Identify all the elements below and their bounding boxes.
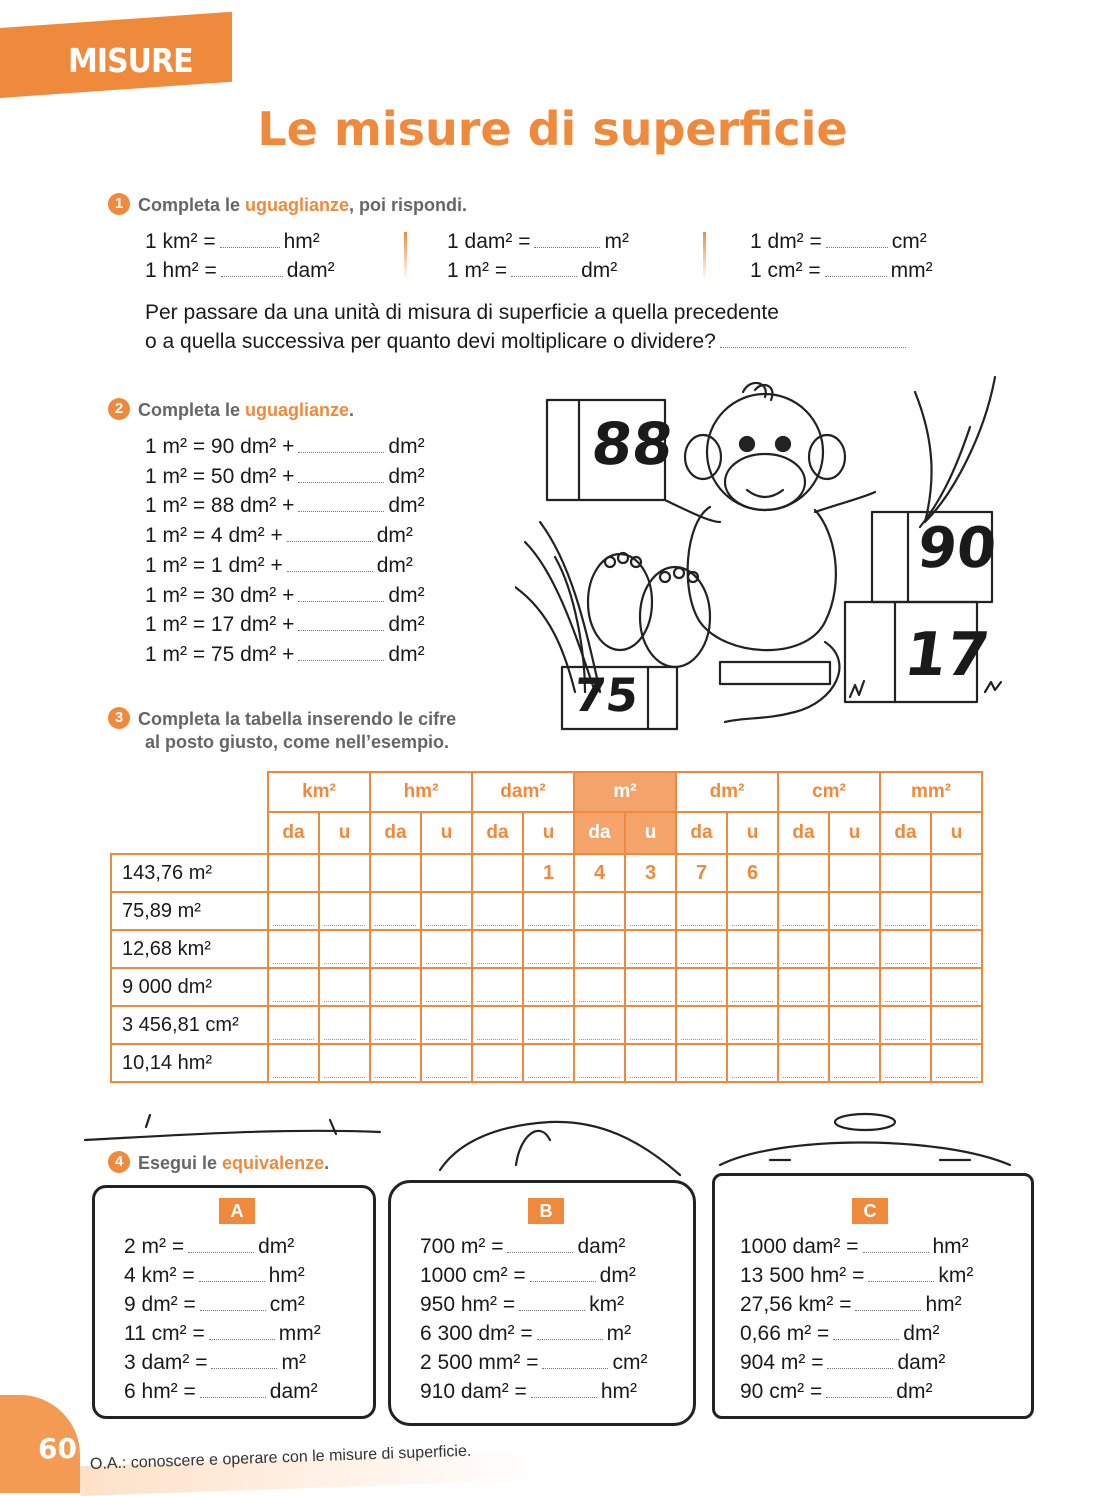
list-item: 6 300 dm² = m² [420, 1322, 632, 1345]
table-cell: 1 [523, 854, 574, 892]
answer-cell[interactable] [880, 892, 931, 930]
unit-m2: m² [574, 772, 676, 812]
list-item: 1 m² = 75 dm² + dm² [145, 642, 425, 666]
answer-blank[interactable] [188, 1234, 254, 1253]
answer-cell[interactable] [268, 968, 319, 1006]
answer-cell[interactable] [370, 892, 421, 930]
answer-blank[interactable] [720, 329, 906, 348]
panel-badge: B [528, 1198, 564, 1224]
answer-cell[interactable] [625, 930, 676, 968]
answer-cell[interactable] [778, 968, 829, 1006]
table-row [111, 968, 982, 1006]
answer-cell[interactable] [778, 892, 829, 930]
answer-cell[interactable] [268, 1006, 319, 1044]
answer-cell[interactable] [676, 968, 727, 1006]
answer-blank[interactable] [511, 258, 577, 277]
answer-cell[interactable] [829, 968, 880, 1006]
answer-cell[interactable] [778, 1006, 829, 1044]
answer-cell[interactable] [880, 968, 931, 1006]
answer-cell[interactable] [625, 1044, 676, 1082]
block-75-number: 75 [571, 668, 641, 722]
answer-cell[interactable] [370, 968, 421, 1006]
sub-da: da [778, 812, 829, 854]
answer-cell[interactable] [829, 1044, 880, 1082]
sub-u: u [931, 812, 982, 854]
answer-cell[interactable] [421, 1044, 472, 1082]
ex1-question: Per passare da una unità di misura di superficie a quella precedente o a quella successiva per quanto devi moltiplicare o dividere? [145, 298, 910, 356]
answer-cell[interactable] [523, 1044, 574, 1082]
list-item: 13 500 hm² = km² [740, 1264, 974, 1287]
table-cell: 4 [574, 854, 625, 892]
table-cell [319, 854, 370, 892]
list-item: 1 m² = 90 dm² + dm² [145, 435, 425, 458]
exercise-number: 2 [108, 398, 130, 420]
sub-u: u [523, 812, 574, 854]
list-item: 1 m² = 4 dm² + dm² [145, 524, 413, 548]
panel-badge: A [219, 1198, 255, 1224]
answer-blank[interactable] [211, 1350, 277, 1369]
table-row [111, 854, 982, 892]
panel-c-list [740, 1232, 973, 1406]
answer-blank[interactable] [200, 1379, 266, 1398]
table-row [111, 892, 982, 930]
answer-cell[interactable] [574, 1044, 625, 1082]
answer-cell[interactable] [370, 930, 421, 968]
row-label: 75,89 m² [111, 892, 268, 930]
ex1-column-3: 1 dm² = cm² 1 cm² = mm² [750, 230, 933, 282]
answer-cell[interactable] [421, 930, 472, 968]
answer-cell[interactable] [676, 1044, 727, 1082]
table-cell [472, 854, 523, 892]
unit-cm2: cm² [778, 772, 880, 812]
answer-cell[interactable] [574, 1006, 625, 1044]
answer-cell[interactable] [727, 1006, 778, 1044]
list-item: 6 hm² = dam² [124, 1380, 318, 1403]
unit-dm2: dm² [676, 772, 778, 812]
answer-blank[interactable] [507, 1234, 573, 1253]
answer-cell[interactable] [574, 968, 625, 1006]
answer-blank[interactable] [863, 1234, 929, 1253]
answer-cell[interactable] [523, 930, 574, 968]
answer-cell[interactable] [625, 968, 676, 1006]
sub-da: da [370, 812, 421, 854]
answer-cell[interactable] [727, 892, 778, 930]
answer-cell[interactable] [319, 968, 370, 1006]
ex1-column-1: 1 km² = hm² 1 hm² = dam² [145, 230, 335, 282]
answer-cell[interactable] [370, 1044, 421, 1082]
answer-blank[interactable] [298, 642, 384, 661]
unit-hm2: hm² [370, 772, 472, 812]
answer-cell[interactable] [880, 1006, 931, 1044]
table-cell [370, 854, 421, 892]
answer-cell[interactable] [472, 892, 523, 930]
block-88-number: 88 [588, 410, 677, 478]
answer-cell[interactable] [268, 892, 319, 930]
answer-cell[interactable] [370, 1006, 421, 1044]
exercise-1-instructions: 1 Completa le uguaglianze, poi rispondi. [108, 195, 467, 217]
ex1-column-2: 1 dam² = m² 1 m² = dm² [447, 230, 629, 282]
list-item: 1000 dam² = hm² [740, 1235, 969, 1258]
list-item: 3 dam² = m² [124, 1351, 306, 1374]
list-item: 2 m² = dm² [124, 1235, 295, 1258]
answer-cell[interactable] [421, 1006, 472, 1044]
table-row [111, 1044, 982, 1082]
answer-cell[interactable] [268, 930, 319, 968]
exercise-number: 4 [108, 1151, 130, 1173]
divider [703, 232, 706, 280]
table-row [111, 1006, 982, 1044]
answer-blank[interactable] [537, 1321, 603, 1340]
answer-cell[interactable] [523, 968, 574, 1006]
answer-blank[interactable] [287, 553, 373, 572]
answer-blank[interactable] [298, 464, 384, 483]
table-cell: 7 [676, 854, 727, 892]
answer-blank[interactable] [825, 258, 887, 277]
answer-blank[interactable] [200, 1292, 266, 1311]
page-number: 60 [38, 1432, 77, 1465]
answer-blank[interactable] [519, 1292, 585, 1311]
answer-blank[interactable] [868, 1263, 934, 1282]
ex2-list [145, 432, 425, 670]
answer-cell[interactable] [931, 930, 982, 968]
list-item: 1 m² = 50 dm² + dm² [145, 464, 425, 488]
table-cell [880, 854, 931, 892]
answer-cell[interactable] [829, 1006, 880, 1044]
list-item: 0,66 m² = dm² [740, 1322, 940, 1345]
answer-cell[interactable] [574, 892, 625, 930]
list-item: 27,56 km² = hm² [740, 1293, 962, 1316]
answer-cell[interactable] [829, 892, 880, 930]
answer-blank[interactable] [827, 1350, 893, 1369]
blank-header [111, 812, 268, 854]
answer-cell[interactable] [472, 1006, 523, 1044]
answer-cell[interactable] [676, 1006, 727, 1044]
panel-badge: C [852, 1198, 888, 1224]
sub-u: u [829, 812, 880, 854]
place-value-table [110, 771, 983, 1083]
answer-cell[interactable] [421, 968, 472, 1006]
panel-b-list [420, 1232, 647, 1406]
exercise-3-instructions: 3 Completa la tabella inserendo le cifre al posto giusto, come nell’esempio. [108, 708, 456, 754]
answer-blank[interactable] [221, 258, 283, 277]
list-item: 2 500 mm² = cm² [420, 1351, 648, 1374]
block-90-number: 90 [914, 516, 1000, 581]
answer-cell[interactable] [472, 930, 523, 968]
answer-cell[interactable] [574, 930, 625, 968]
table-cell [421, 854, 472, 892]
answer-cell[interactable] [931, 1006, 982, 1044]
page-title: Le misure di superficie [257, 102, 848, 156]
answer-blank[interactable] [220, 229, 280, 248]
unit-mm2: mm² [880, 772, 982, 812]
answer-cell[interactable] [676, 892, 727, 930]
answer-cell[interactable] [319, 892, 370, 930]
sub-da: da [676, 812, 727, 854]
list-item: 700 m² = dam² [420, 1235, 626, 1258]
table-cell [931, 854, 982, 892]
table-cell: 3 [625, 854, 676, 892]
answer-blank[interactable] [531, 1379, 597, 1398]
answer-blank[interactable] [298, 583, 384, 602]
answer-cell[interactable] [319, 1006, 370, 1044]
list-item: 1 m² = 17 dm² + dm² [145, 613, 425, 637]
list-item: 90 cm² = dm² [740, 1380, 933, 1403]
section-tag: MISURE [68, 42, 193, 81]
answer-cell[interactable] [778, 930, 829, 968]
answer-blank[interactable] [826, 229, 888, 248]
answer-blank[interactable] [542, 1350, 608, 1369]
block-17-number: 17 [900, 620, 994, 690]
answer-blank[interactable] [298, 612, 384, 631]
sub-u: u [625, 812, 676, 854]
answer-cell[interactable] [319, 1044, 370, 1082]
answer-cell[interactable] [523, 892, 574, 930]
list-item: 910 dam² = hm² [420, 1380, 637, 1403]
list-item: 4 km² = hm² [124, 1264, 305, 1287]
row-label: 12,68 km² [111, 930, 268, 968]
answer-blank[interactable] [534, 229, 600, 248]
list-item: 904 m² = dam² [740, 1351, 946, 1374]
unit-km2: km² [268, 772, 370, 812]
row-label: 3 456,81 cm² [111, 1006, 268, 1044]
answer-blank[interactable] [855, 1292, 921, 1311]
table-row [111, 930, 982, 968]
list-item: 1 m² = 1 dm² + dm² [145, 553, 413, 577]
answer-cell[interactable] [319, 930, 370, 968]
panel-a-list [124, 1232, 321, 1406]
table-cell [778, 854, 829, 892]
exercise-number: 3 [108, 707, 130, 729]
answer-blank[interactable] [298, 434, 384, 453]
answer-cell[interactable] [880, 930, 931, 968]
answer-cell[interactable] [778, 1044, 829, 1082]
sub-da: da [880, 812, 931, 854]
table-header-units [111, 772, 982, 812]
list-item: 11 cm² = mm² [124, 1322, 321, 1345]
answer-cell[interactable] [472, 968, 523, 1006]
list-item: 950 hm² = km² [420, 1293, 625, 1316]
answer-cell[interactable] [880, 1044, 931, 1082]
answer-blank[interactable] [209, 1321, 275, 1340]
answer-cell[interactable] [268, 1044, 319, 1082]
answer-cell[interactable] [931, 968, 982, 1006]
footer-objective: O.A.: conoscere e operare con le misure di superficie. [89, 1442, 472, 1473]
exercise-4-instructions: 4 Esegui le equivalenze. [108, 1153, 329, 1175]
exercise-number: 1 [108, 193, 130, 215]
answer-cell[interactable] [829, 930, 880, 968]
answer-blank[interactable] [298, 493, 384, 512]
divider [404, 232, 407, 280]
answer-cell[interactable] [727, 1044, 778, 1082]
table-cell [268, 854, 319, 892]
answer-blank[interactable] [826, 1379, 892, 1398]
list-item: 9 dm² = cm² [124, 1293, 305, 1316]
answer-cell[interactable] [931, 1044, 982, 1082]
answer-blank[interactable] [833, 1321, 899, 1340]
row-label: 143,76 m² [111, 854, 268, 892]
row-label: 9 000 dm² [111, 968, 268, 1006]
sub-u: u [421, 812, 472, 854]
answer-cell[interactable] [625, 892, 676, 930]
sub-da: da [268, 812, 319, 854]
answer-blank[interactable] [287, 523, 373, 542]
list-item: 1 m² = 30 dm² + dm² [145, 583, 425, 607]
list-item: 1 m² = 88 dm² + dm² [145, 494, 425, 518]
answer-cell[interactable] [625, 1006, 676, 1044]
unit-dam2: dam² [472, 772, 574, 812]
answer-cell[interactable] [676, 930, 727, 968]
answer-blank[interactable] [199, 1263, 265, 1282]
blank-header [111, 772, 268, 812]
table-cell: 6 [727, 854, 778, 892]
list-item: 1000 cm² = dm² [420, 1264, 636, 1287]
sub-u: u [319, 812, 370, 854]
row-label: 10,14 hm² [111, 1044, 268, 1082]
answer-cell[interactable] [421, 892, 472, 930]
answer-cell[interactable] [931, 892, 982, 930]
sub-u: u [727, 812, 778, 854]
sub-da: da [574, 812, 625, 854]
answer-blank[interactable] [530, 1263, 596, 1282]
table-cell [829, 854, 880, 892]
answer-cell[interactable] [472, 1044, 523, 1082]
answer-cell[interactable] [727, 930, 778, 968]
answer-cell[interactable] [727, 968, 778, 1006]
exercise-2-instructions: 2 Completa le uguaglianze. [108, 400, 354, 422]
answer-cell[interactable] [523, 1006, 574, 1044]
table-header-sub [111, 812, 982, 854]
sub-da: da [472, 812, 523, 854]
